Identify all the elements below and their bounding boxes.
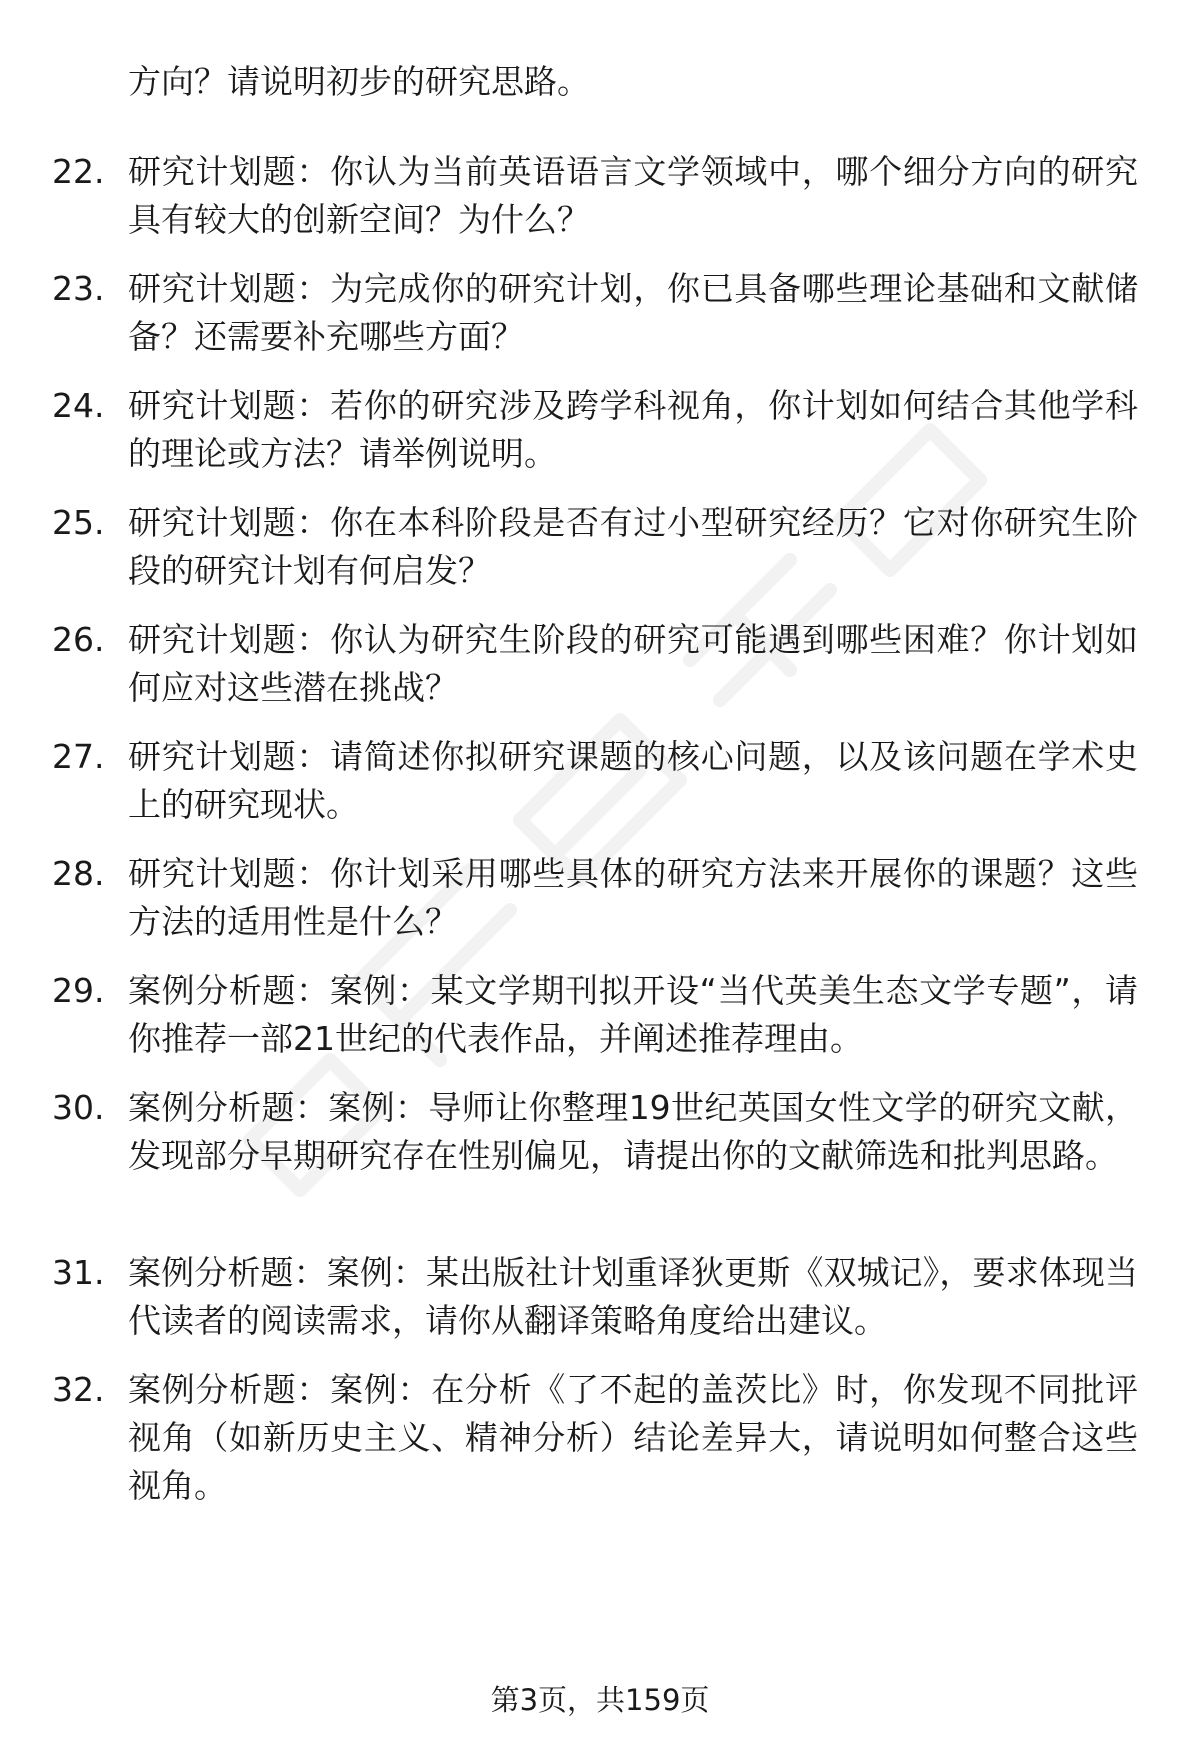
- item-number: 32.: [52, 1370, 105, 1409]
- item-text: 研究计划题：你计划采用哪些具体的研究方法来开展你的课题？这些方法的适用性是什么？: [128, 854, 1138, 941]
- item-number: 26.: [52, 620, 105, 659]
- item-number: 23.: [52, 269, 105, 308]
- item-number: 31.: [52, 1253, 105, 1292]
- item-number: 24.: [52, 386, 105, 425]
- page-number-footer: 第3页，共159页: [490, 1683, 710, 1717]
- continued-question-text: 方向？请说明初步的研究思路。: [128, 62, 590, 101]
- item-text: 案例分析题：案例：某出版社计划重译狄更斯《双城记》，要求体现当代读者的阅读需求，请你从翻译策略角度给出建议。: [128, 1253, 1138, 1340]
- item-text: 研究计划题：你认为当前英语语言文学领域中，哪个细分方向的研究具有较大的创新空间？为什么？: [128, 152, 1138, 239]
- item-text: 研究计划题：你认为研究生阶段的研究可能遇到哪些困难？你计划如何应对这些潜在挑战？: [128, 620, 1138, 707]
- item-text: 案例分析题：案例：某文学期刊拟开设“当代英美生态文学专题”，请你推荐一部21世纪的代表作品，并阐述推荐理由。: [128, 971, 1138, 1058]
- item-number: 27.: [52, 737, 105, 776]
- item-number: 29.: [52, 971, 105, 1010]
- item-text: 研究计划题：你在本科阶段是否有过小型研究经历？它对你研究生阶段的研究计划有何启发？: [128, 503, 1138, 590]
- item-text: 案例分析题：案例：导师让你整理19世纪英国女性文学的研究文献，发现部分早期研究存在性别偏见，请提出你的文献筛选和批判思路。: [128, 1088, 1138, 1175]
- item-number: 28.: [52, 854, 105, 893]
- item-text: 研究计划题：为完成你的研究计划，你已具备哪些理论基础和文献储备？还需要补充哪些方面？: [128, 269, 1138, 356]
- item-text: 案例分析题：案例：在分析《了不起的盖茨比》时，你发现不同批评视角（如新历史主义、精神分析）结论差异大，请说明如何整合这些视角。: [128, 1370, 1138, 1505]
- item-text: 研究计划题：若你的研究涉及跨学科视角，你计划如何结合其他学科的理论或方法？请举例说明。: [128, 386, 1138, 473]
- item-text: 研究计划题：请简述你拟研究课题的核心问题，以及该问题在学术史上的研究现状。: [128, 737, 1138, 824]
- item-number: 22.: [52, 152, 105, 191]
- item-number: 30.: [52, 1088, 105, 1127]
- item-number: 25.: [52, 503, 105, 542]
